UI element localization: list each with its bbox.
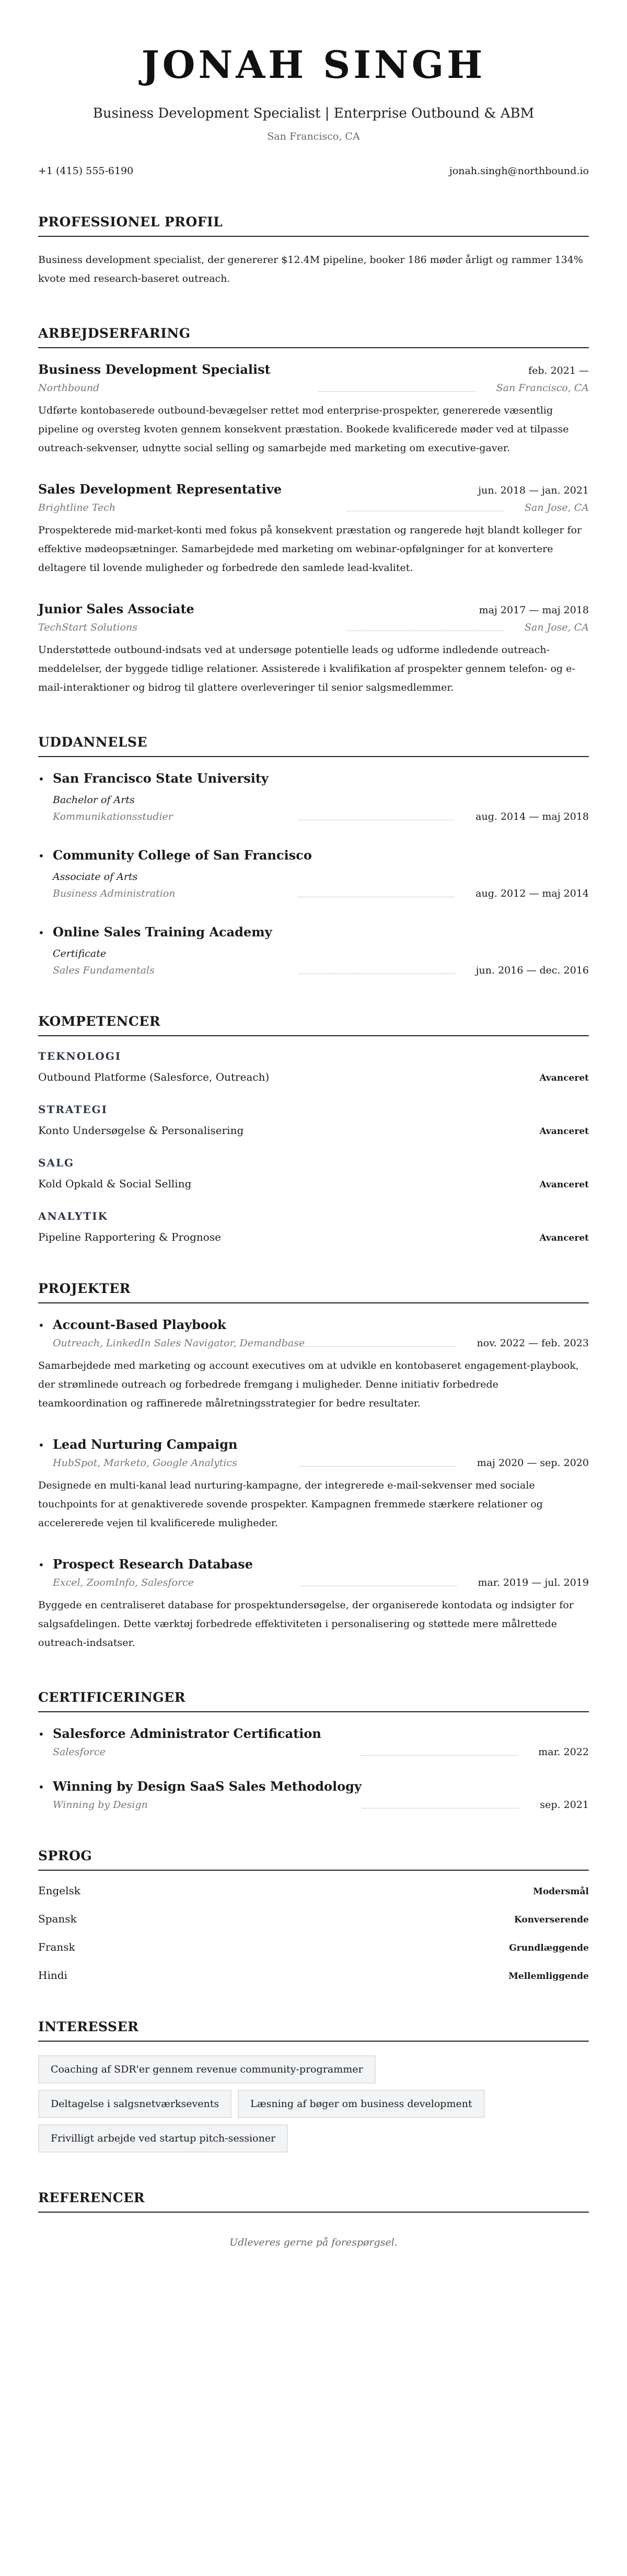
school-name: Online Sales Training Academy xyxy=(53,924,272,940)
education-dates: jun. 2016 — dec. 2016 xyxy=(475,965,589,976)
skill-name: Kold Opkald & Social Selling xyxy=(38,1177,192,1190)
section-heading: SPROG xyxy=(38,1848,589,1871)
section-heading: PROJEKTER xyxy=(38,1281,589,1303)
project-title-row xyxy=(38,1556,589,1572)
education-entry xyxy=(38,771,589,822)
job-meta xyxy=(38,502,589,513)
interest-tag: Deltagelse i salgsnetværksevents xyxy=(38,2090,231,2118)
references-text: Udleveres gerne på forespørgsel. xyxy=(229,2237,398,2248)
certification-entry xyxy=(38,1779,589,1811)
bullet-icon: • xyxy=(38,1559,44,1571)
project-meta xyxy=(38,1457,589,1469)
email-link[interactable]: jonah.singh@northbound.io xyxy=(449,165,589,177)
project-title: Lead Nurturing Campaign xyxy=(53,1437,238,1452)
field-of-study: Business Administration xyxy=(53,888,176,899)
experience-section xyxy=(38,326,589,697)
interest-tag: Frivilligt arbejde ved startup pitch-sessioner xyxy=(38,2124,288,2153)
project-tools: Excel, ZoomInfo, Salesforce xyxy=(53,1577,194,1588)
interest-tag: Coaching af SDR'er gennem revenue community-programmer xyxy=(38,2055,376,2083)
profile-text: Business development specialist, der genererer $12.4M pipeline, booker 186 møder årligt og rammer 134% kvote med research-baseret outreach. xyxy=(38,254,583,284)
skill-category: STRATEGI xyxy=(38,1103,108,1116)
skill-category: SALG xyxy=(38,1157,75,1169)
project-description: Byggede en centraliseret database for prospektundersøgelse, der organiserede kontodata og indsigter for salgsafdelingen. Dette værktøj forbedrede effektiviteten i personalisering og støttede mere målrettede outreach-indsatser. xyxy=(38,1599,574,1648)
bullet-icon: • xyxy=(38,1728,44,1741)
job-dates: maj 2017 — maj 2018 xyxy=(479,604,589,616)
languages-section xyxy=(38,1848,589,1982)
cert-title-row xyxy=(38,1726,589,1741)
dotted-leader xyxy=(361,1755,517,1756)
language-level: Modersmål xyxy=(533,1886,589,1897)
bullet-icon: • xyxy=(38,1439,44,1451)
job-location: San Jose, CA xyxy=(524,502,589,513)
candidate-name: JONAH SINGH xyxy=(141,42,486,87)
skill-category: ANALYTIK xyxy=(38,1210,108,1222)
project-entry xyxy=(38,1556,589,1652)
project-title-row xyxy=(38,1317,589,1332)
project-tools: Outreach, LinkedIn Sales Navigator, Demandbase xyxy=(53,1337,305,1349)
project-dates: maj 2020 — sep. 2020 xyxy=(477,1457,589,1469)
school-row xyxy=(38,848,589,863)
job-description: Understøttede outbound-indsats ved at undersøge potentielle leads og udforme indledende outreach-meddelelser, der byggede tidlige relationer. Assisterede i kvalifikation af prospekter gennem telefon- og e-mail-interaktioner og bidrog til glattere overleveringer til senior salgsmedlemmer. xyxy=(38,644,575,693)
section-heading: ARBEJDSERFARING xyxy=(38,326,589,348)
education-meta xyxy=(38,965,589,976)
job-title: Business Development Specialist xyxy=(38,362,271,377)
education-dates: aug. 2012 — maj 2014 xyxy=(475,888,589,899)
certification-date: mar. 2022 xyxy=(538,1746,589,1758)
job-entry xyxy=(38,482,589,577)
job-location: San Jose, CA xyxy=(524,622,589,633)
school-row xyxy=(38,924,589,940)
project-tools: HubSpot, Marketo, Google Analytics xyxy=(53,1457,237,1469)
skill-row xyxy=(38,1177,589,1190)
job-meta xyxy=(38,382,589,394)
field-of-study: Sales Fundamentals xyxy=(53,965,155,976)
education-section xyxy=(38,735,589,976)
dotted-leader xyxy=(299,1466,456,1467)
projects-section xyxy=(38,1281,589,1652)
certification-name: Salesforce Administrator Certification xyxy=(53,1726,321,1741)
language-level: Konverserende xyxy=(514,1915,589,1925)
project-description: Samarbejdede med marketing og account executives om at udvikle en kontobaseret engagement-playbook, der strømlinede outreach og forbedrede fremgang i muligheder. Denne initiativ forbedrede teamkoordination og raffinerede målretningsstrategier for bedre resultater. xyxy=(38,1360,579,1409)
degree: Bachelor of Arts xyxy=(53,794,135,806)
project-description: Designede en multi-kanal lead nurturing-kampagne, der integrerede e-mail-sekvenser med sociale touchpoints for at genaktiverede sovende prospekter. Kampagnen fremmede stærkere relationer og accelererede vejen til kvalificerede muligheder. xyxy=(38,1480,543,1529)
candidate-location: San Francisco, CA xyxy=(267,131,360,142)
education-entry xyxy=(38,848,589,899)
references-section xyxy=(38,2190,589,2248)
project-dates: mar. 2019 — jul. 2019 xyxy=(478,1577,589,1588)
language-row xyxy=(38,1969,589,1982)
skill-group xyxy=(38,1210,589,1243)
job-dates: jun. 2018 — jan. 2021 xyxy=(478,485,589,496)
job-title: Junior Sales Associate xyxy=(38,601,194,616)
project-entry xyxy=(38,1437,589,1532)
skill-level: Avanceret xyxy=(539,1126,589,1137)
language-row xyxy=(38,1884,589,1897)
profile-section xyxy=(38,214,589,288)
education-meta xyxy=(38,888,589,899)
school-row xyxy=(38,771,589,786)
section-heading: CERTIFICERINGER xyxy=(38,1690,589,1712)
skill-group xyxy=(38,1157,589,1190)
skill-level: Avanceret xyxy=(539,1180,589,1190)
education-meta xyxy=(38,811,589,822)
certification-issuer: Salesforce xyxy=(53,1746,106,1758)
job-title: Sales Development Representative xyxy=(38,482,282,497)
language-level: Grundlæggende xyxy=(509,1943,589,1953)
certification-entry xyxy=(38,1726,589,1758)
job-location: San Francisco, CA xyxy=(496,382,589,394)
company-name: Brightline Tech xyxy=(38,502,116,513)
certification-date: sep. 2021 xyxy=(540,1799,589,1811)
skill-row xyxy=(38,1071,589,1083)
skill-group xyxy=(38,1103,589,1137)
certification-issuer: Winning by Design xyxy=(53,1799,148,1811)
language-row xyxy=(38,1913,589,1925)
skill-level: Avanceret xyxy=(539,1233,589,1243)
skill-group xyxy=(38,1050,589,1083)
resume-header xyxy=(38,42,589,177)
bullet-icon: • xyxy=(38,1781,44,1793)
skill-level: Avanceret xyxy=(539,1073,589,1083)
contact-row xyxy=(38,165,589,177)
language-name: Fransk xyxy=(38,1941,75,1953)
cert-meta xyxy=(38,1799,589,1811)
section-heading: UDDANNELSE xyxy=(38,735,589,757)
project-meta xyxy=(38,1577,589,1588)
bullet-icon: • xyxy=(38,926,44,939)
project-title: Prospect Research Database xyxy=(53,1556,253,1572)
skill-row xyxy=(38,1231,589,1243)
school-name: San Francisco State University xyxy=(53,771,269,786)
project-dates: nov. 2022 — feb. 2023 xyxy=(477,1337,589,1349)
interest-tag: Læsning af bøger om business development xyxy=(238,2090,484,2118)
skill-row xyxy=(38,1124,589,1137)
section-heading: KOMPETENCER xyxy=(38,1014,589,1036)
job-header xyxy=(38,362,589,377)
language-name: Spansk xyxy=(38,1913,77,1925)
skill-name: Pipeline Rapportering & Prognose xyxy=(38,1231,221,1243)
cert-title-row xyxy=(38,1779,589,1794)
phone: +1 (415) 555-6190 xyxy=(38,165,134,177)
bullet-icon: • xyxy=(38,773,44,785)
project-title: Account-Based Playbook xyxy=(53,1317,226,1332)
job-meta xyxy=(38,622,589,633)
language-row xyxy=(38,1941,589,1953)
project-entry xyxy=(38,1317,589,1413)
dotted-leader xyxy=(305,1346,456,1347)
skills-section xyxy=(38,1014,589,1243)
language-level: Mellemliggende xyxy=(508,1971,589,1982)
certification-name: Winning by Design SaaS Sales Methodology xyxy=(53,1779,362,1794)
company-name: TechStart Solutions xyxy=(38,622,137,633)
candidate-title: Business Development Specialist | Enterprise Outbound & ABM xyxy=(92,106,535,121)
job-description: Udførte kontobaserede outbound-bevægelser rettet mod enterprise-prospekter, genererede væsentlig pipeline og oversteg kvoten gennem konsekvent præstation. Bookede kvalificerede møder ved at tilpasse outreach-sekvenser, udnytte social selling og samarbejde med marketing om executive-gaver. xyxy=(38,405,569,454)
degree: Associate of Arts xyxy=(53,871,138,883)
field-of-study: Kommunikationsstudier xyxy=(53,811,173,822)
job-header xyxy=(38,482,589,497)
interests-section xyxy=(38,2019,589,2153)
skill-category: TEKNOLOGI xyxy=(38,1050,122,1062)
bullet-icon: • xyxy=(38,850,44,862)
bullet-icon: • xyxy=(38,1319,44,1332)
section-heading: PROFESSIONEL PROFIL xyxy=(38,214,589,237)
skill-name: Konto Undersøgelse & Personalisering xyxy=(38,1124,244,1137)
cert-meta xyxy=(38,1746,589,1758)
language-name: Engelsk xyxy=(38,1884,80,1897)
company-name: Northbound xyxy=(38,382,100,394)
education-dates: aug. 2014 — maj 2018 xyxy=(475,811,589,822)
school-name: Community College of San Francisco xyxy=(53,848,312,863)
education-entry xyxy=(38,924,589,976)
job-header xyxy=(38,601,589,616)
certifications-section xyxy=(38,1690,589,1811)
job-entry xyxy=(38,601,589,697)
job-description: Prospekterede mid-market-konti med fokus på konsekvent præstation og rangerede højt blandt kolleger for effektive mødeopsætninger. Samarbejdede med marketing om webinar-opfølgninger for at konvertere deltagere til lovende muligheder og forbedrede den samlede lead-kvalitet. xyxy=(38,524,582,574)
language-name: Hindi xyxy=(38,1969,67,1982)
dotted-leader xyxy=(319,391,475,392)
job-dates: feb. 2021 — xyxy=(528,365,589,376)
project-meta xyxy=(38,1337,589,1349)
job-entry xyxy=(38,362,589,457)
section-heading: INTERESSER xyxy=(38,2019,589,2042)
degree: Certificate xyxy=(53,948,107,959)
project-title-row xyxy=(38,1437,589,1452)
section-heading: REFERENCER xyxy=(38,2190,589,2213)
skill-name: Outbound Platforme (Salesforce, Outreach) xyxy=(38,1071,270,1083)
